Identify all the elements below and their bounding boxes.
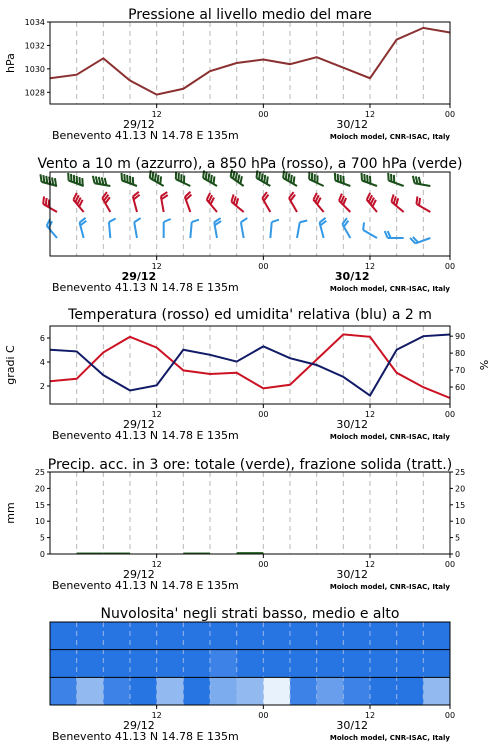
wind-barb — [365, 193, 383, 212]
cloud-cell — [183, 677, 210, 705]
y-axis-label: hPa — [4, 53, 17, 73]
wind-barb — [389, 194, 408, 212]
cloud-cell — [317, 677, 344, 705]
y-tick-label: 1034 — [24, 18, 45, 27]
wind-barb — [92, 176, 112, 186]
x-tick-label: 12 — [364, 110, 376, 119]
chart-title: Pressione al livello medio del mare — [128, 7, 372, 23]
cloud-cell — [183, 650, 210, 678]
wind-barb — [214, 218, 224, 238]
x-tick-label: 12 — [151, 262, 162, 271]
wind-barb — [412, 176, 432, 186]
y2-tick-label: 20 — [455, 484, 466, 494]
x-tick-label: 00 — [444, 711, 456, 720]
wind-barb — [45, 219, 63, 238]
barb-feather — [109, 218, 116, 222]
wind-barb — [119, 173, 139, 186]
wind-barb — [270, 219, 279, 239]
barb-feather — [361, 222, 367, 230]
wind-barb — [361, 222, 381, 238]
y2-tick-label: 15 — [455, 500, 466, 510]
wind-barb — [332, 173, 352, 186]
cloud-cell — [263, 622, 290, 650]
wind-barb — [164, 219, 171, 238]
location-label: Benevento 41.13 N 14.78 E 135m — [52, 129, 239, 142]
date-label: 29/12 — [121, 270, 157, 283]
y-tick-label: 25 — [34, 468, 45, 477]
x-tick-label: 00 — [258, 560, 269, 569]
date-label: 30/12 — [334, 270, 370, 283]
x-tick-label: 12 — [151, 110, 162, 119]
x-tick-label: 12 — [364, 560, 376, 569]
cloud-cell — [263, 650, 290, 678]
wind-barb — [79, 218, 91, 238]
pressure-line — [50, 28, 450, 95]
cloud-cell — [157, 677, 184, 705]
cloud-cell — [237, 677, 264, 705]
wind-barb — [132, 192, 144, 212]
y-tick-label: 2 — [39, 382, 45, 391]
cloud-cell — [317, 650, 344, 678]
barb-feather — [300, 219, 307, 223]
cloud-cell — [210, 650, 237, 678]
x-tick-label: 12 — [364, 410, 376, 419]
location-label: Benevento 41.13 N 14.78 E 135m — [52, 579, 239, 592]
wind-barb — [134, 218, 144, 238]
y2-tick-label: 60 — [455, 383, 466, 393]
cloud-cell — [237, 622, 264, 650]
wind-barb — [414, 196, 434, 212]
wind-barb — [66, 173, 86, 186]
model-credit: Moloch model, CNR-ISAC, Italy — [329, 285, 450, 293]
x-tick-label: 00 — [258, 110, 269, 119]
y-tick-label: 6 — [39, 334, 45, 343]
x-tick-label: 12 — [364, 711, 376, 720]
cloud-cell — [290, 677, 317, 705]
cloud-cell — [423, 650, 450, 678]
cloud-cell — [157, 622, 184, 650]
cloud-cell — [397, 622, 424, 650]
model-credit: Moloch model, CNR-ISAC, Italy — [329, 734, 450, 742]
y2-tick-label: 80 — [455, 349, 466, 359]
wind-barb — [311, 193, 329, 212]
cloud-cell — [130, 677, 157, 705]
y2-tick-label: 0 — [455, 550, 461, 559]
x-tick-label: 00 — [444, 560, 456, 569]
model-credit: Moloch model, CNR-ISAC, Italy — [329, 433, 450, 441]
date-label: 30/12 — [336, 719, 369, 732]
location-label: Benevento 41.13 N 14.78 E 135m — [52, 730, 239, 743]
wind-barb — [359, 173, 379, 186]
location-label: Benevento 41.13 N 14.78 E 135m — [52, 281, 239, 294]
wind-barb — [71, 193, 89, 212]
cloud-cell — [397, 677, 424, 705]
cloud-cell — [370, 650, 397, 678]
wind-barb — [385, 231, 404, 238]
y-axis-label: mm — [4, 502, 17, 524]
wind-barb — [39, 174, 59, 186]
date-label: 29/12 — [123, 418, 155, 431]
chart-title: Nuvolosita' negli strati basso, medio e alto — [100, 606, 400, 622]
y-tick-label: 1032 — [24, 41, 45, 51]
y2-axis-label: % — [478, 359, 491, 371]
y-tick-label: 20 — [34, 484, 45, 494]
wind-barb — [201, 170, 221, 186]
y-tick-label: 1030 — [24, 64, 45, 74]
cloud-cell — [397, 650, 424, 678]
cloud-cell — [77, 650, 104, 678]
wind-barb — [190, 219, 199, 239]
cloud-cell — [370, 622, 397, 650]
y2-tick-label: 5 — [455, 533, 461, 543]
barb-feather — [240, 218, 247, 222]
wind-barb — [160, 192, 170, 212]
y2-tick-label: 10 — [455, 517, 466, 527]
cloud-cell — [317, 622, 344, 650]
date-label: 30/12 — [336, 568, 369, 581]
barb-feather — [134, 218, 141, 222]
wind-barb — [254, 170, 274, 186]
cloud-cell — [50, 677, 77, 705]
cloud-cell — [290, 622, 317, 650]
y-tick-label: 0 — [39, 550, 45, 559]
y-tick-label: 10 — [34, 517, 45, 527]
cloud-cell — [50, 650, 77, 678]
x-tick-label: 12 — [151, 711, 162, 720]
wind-barb — [147, 170, 167, 186]
barb-feather — [272, 219, 279, 223]
cloud-cell — [130, 622, 157, 650]
plot-frame — [50, 472, 450, 554]
x-tick-label: 00 — [258, 262, 269, 271]
y-tick-label: 15 — [34, 500, 45, 510]
cloud-cell — [423, 622, 450, 650]
x-tick-label: 12 — [151, 560, 162, 569]
barb-shaft — [241, 222, 244, 238]
y-tick-label: 1028 — [24, 88, 45, 98]
cloud-cell — [343, 650, 370, 678]
cloud-cell — [77, 622, 104, 650]
y-tick-label: 5 — [39, 533, 45, 543]
barb-feather — [192, 219, 199, 223]
y2-tick-label: 25 — [455, 468, 466, 477]
cloud-cell — [210, 622, 237, 650]
barb-shaft — [270, 222, 271, 238]
wind-barb — [319, 218, 331, 238]
cloud-cell — [50, 622, 77, 650]
model-credit: Moloch model, CNR-ISAC, Italy — [329, 583, 450, 591]
chart-title: Temperatura (rosso) ed umidita' relativa (blu) a 2 m — [68, 307, 432, 323]
temperature-line — [50, 334, 450, 398]
cloud-cell — [370, 677, 397, 705]
wind-barb — [410, 231, 430, 244]
barb-shaft — [190, 222, 191, 238]
wind-barb — [229, 194, 248, 212]
date-label: 29/12 — [123, 118, 155, 131]
barb-shaft — [134, 222, 137, 238]
cloud-cell — [183, 622, 210, 650]
cloud-cell — [343, 677, 370, 705]
cloud-cell — [343, 622, 370, 650]
cloud-cell — [103, 622, 130, 650]
date-label: 30/12 — [336, 418, 369, 431]
x-tick-label: 00 — [258, 410, 269, 419]
cloud-cell — [290, 650, 317, 678]
date-label: 29/12 — [123, 568, 155, 581]
x-tick-label: 00 — [444, 410, 456, 419]
x-tick-label: 00 — [258, 711, 269, 720]
x-tick-label: 00 — [444, 110, 456, 119]
wind-barb — [297, 219, 307, 239]
wind-barb — [281, 170, 301, 186]
date-label: 29/12 — [123, 719, 155, 732]
cloud-cell — [237, 650, 264, 678]
cloud-cell — [103, 650, 130, 678]
cloud-cell — [263, 677, 290, 705]
x-tick-label: 00 — [444, 262, 456, 271]
y2-tick-label: 70 — [455, 366, 466, 376]
wind-barb — [41, 196, 61, 212]
cloud-cell — [157, 650, 184, 678]
wind-barb — [184, 192, 197, 212]
wind-barb — [205, 193, 223, 212]
cloud-cell — [103, 677, 130, 705]
wind-barb — [386, 173, 406, 186]
y-tick-label: 4 — [39, 358, 45, 367]
y-axis-label: gradi C — [4, 345, 17, 385]
cloud-cell — [423, 677, 450, 705]
x-tick-label: 12 — [364, 262, 376, 271]
date-label: 30/12 — [336, 118, 369, 131]
cloud-cell — [77, 677, 104, 705]
chart-title: Precip. acc. in 3 ore: totale (verde), frazione solida (tratt.) — [47, 457, 453, 473]
cloud-cell — [130, 650, 157, 678]
wind-barb — [109, 218, 118, 238]
chart-title: Vento a 10 m (azzurro), a 850 hPa (rosso), a 700 hPa (verde) — [37, 156, 463, 172]
plot-frame — [50, 172, 450, 256]
y2-tick-label: 90 — [455, 332, 466, 342]
model-credit: Moloch model, CNR-ISAC, Italy — [329, 133, 450, 141]
barb-shaft — [109, 222, 110, 238]
wind-barb — [240, 218, 250, 238]
barb-feather — [164, 219, 171, 222]
barb-shaft — [297, 222, 300, 238]
wind-barb — [337, 194, 355, 212]
location-label: Benevento 41.13 N 14.78 E 135m — [52, 429, 239, 442]
x-tick-label: 12 — [151, 410, 162, 419]
cloud-cell — [210, 677, 237, 705]
